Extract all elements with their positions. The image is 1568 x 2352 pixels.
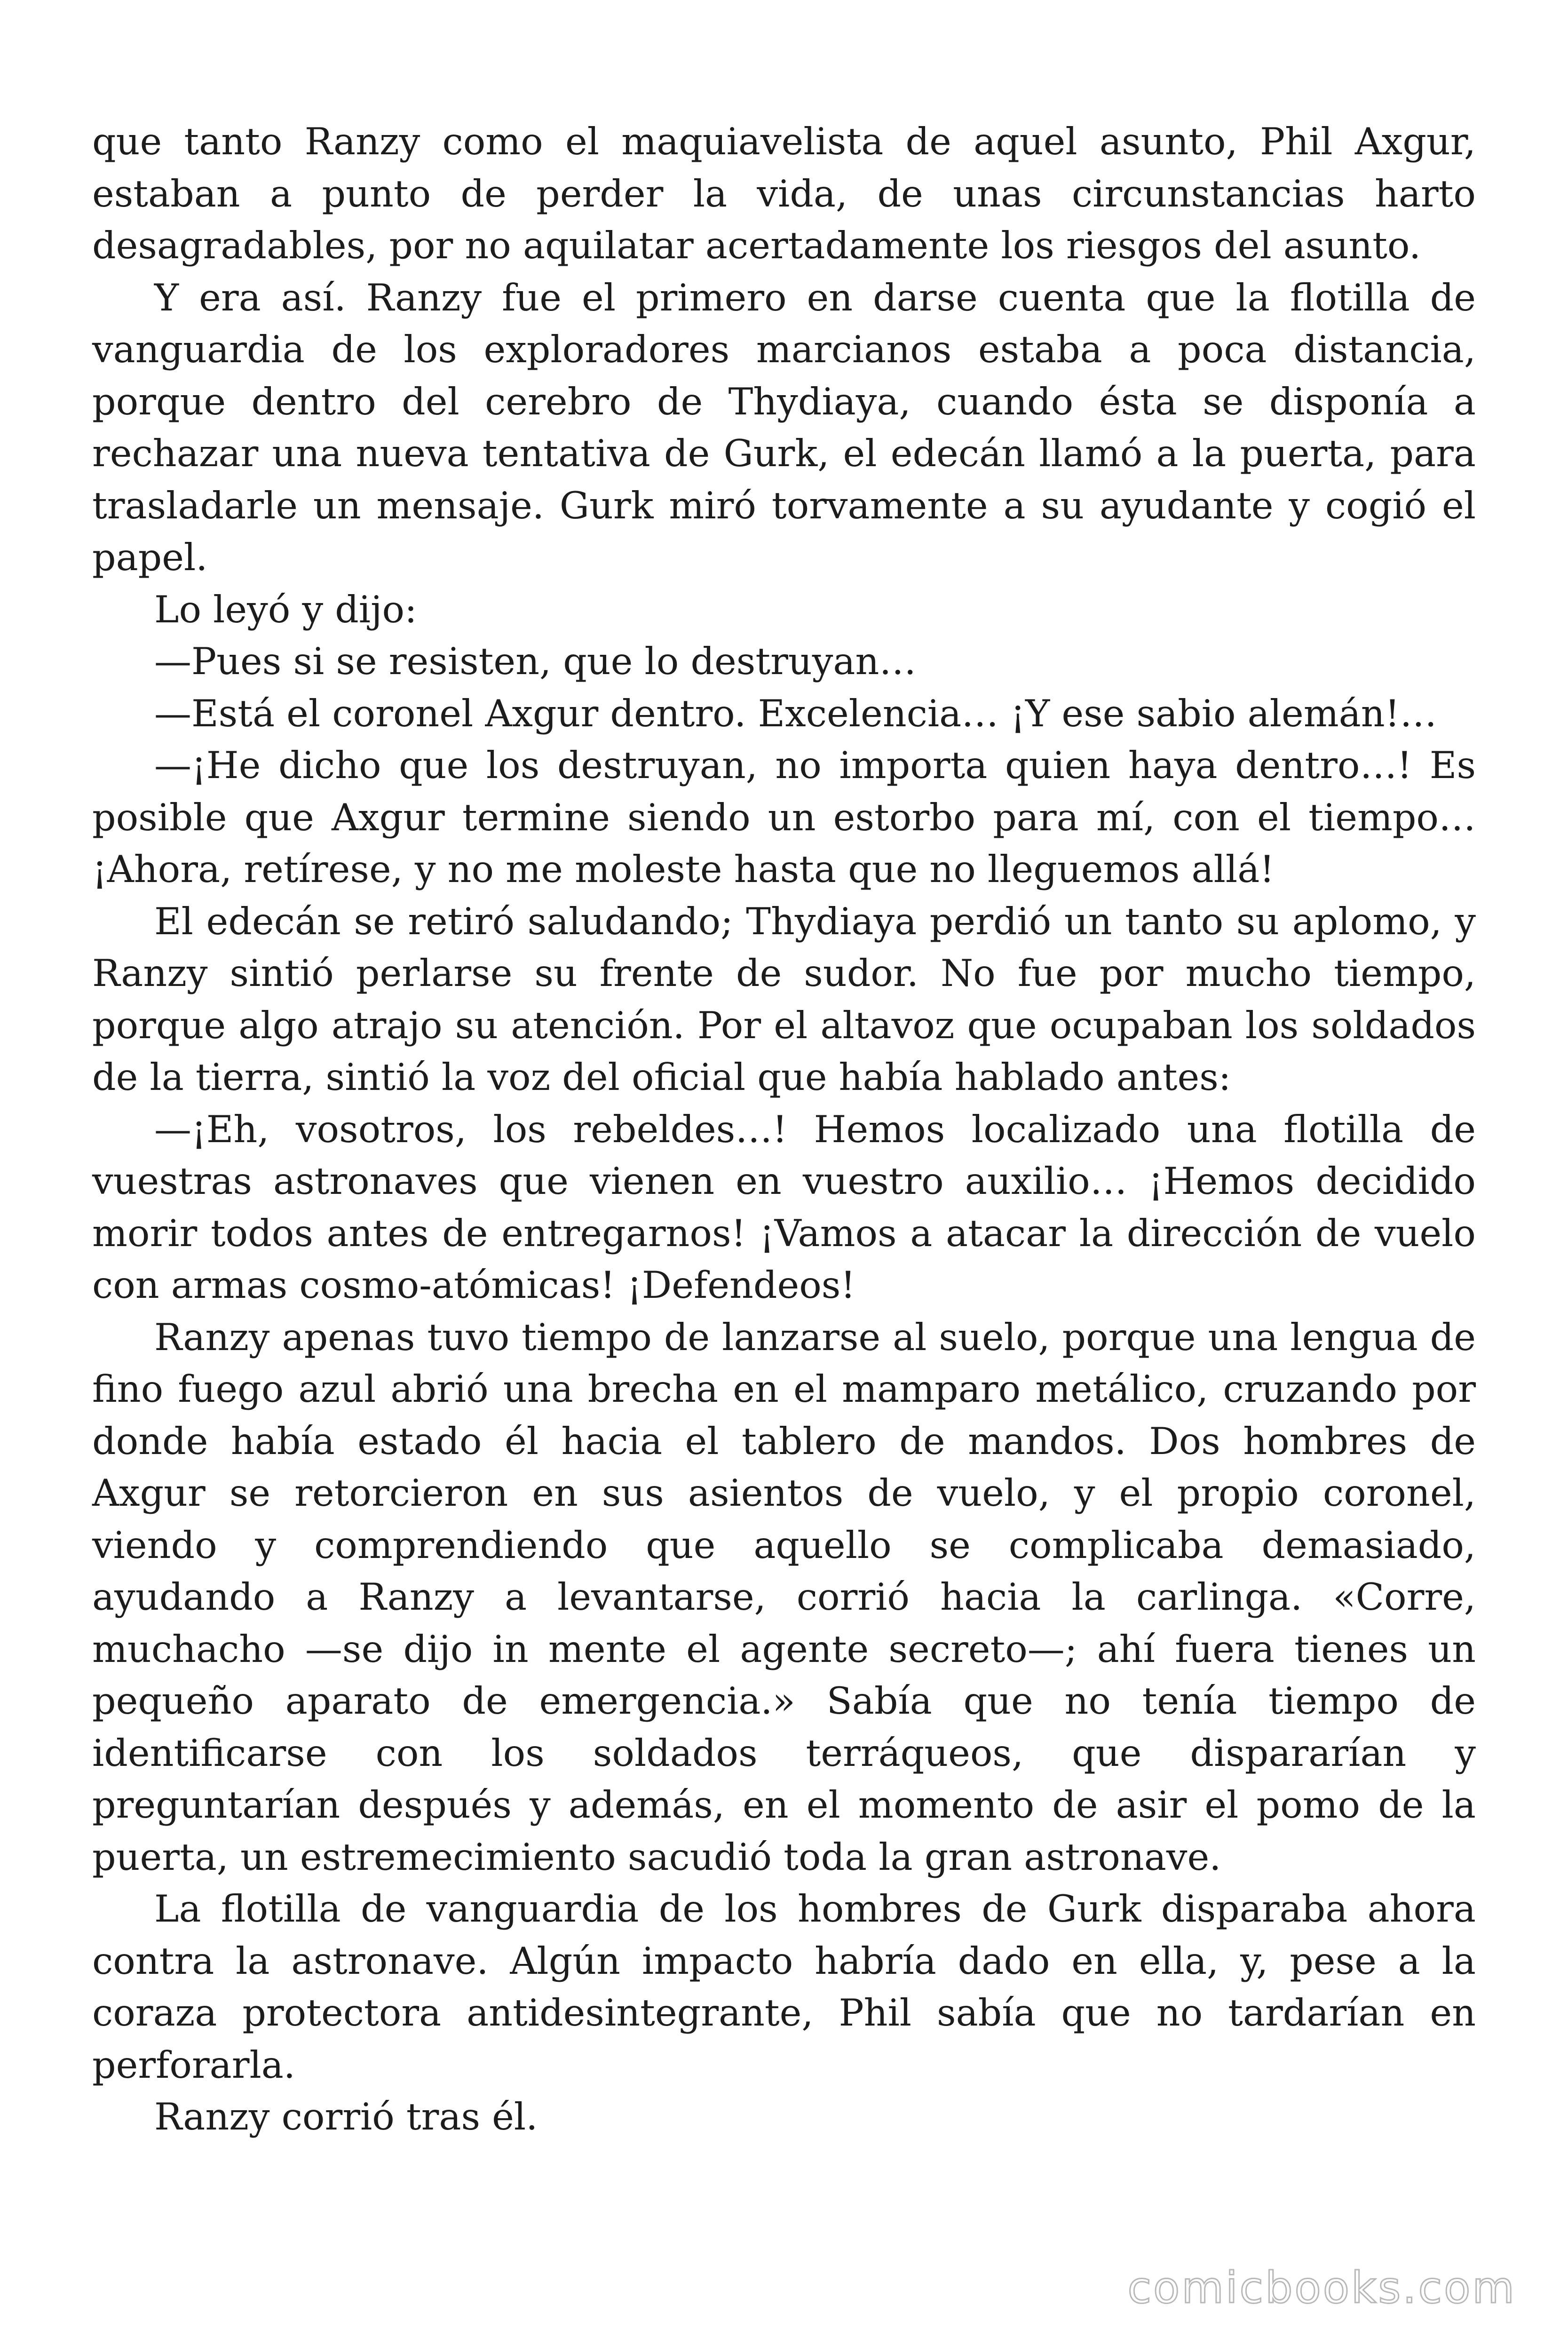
- paragraph-11: Ranzy corrió tras él.: [154, 2095, 538, 2138]
- watermark: comicbooks.com: [1127, 2263, 1516, 2313]
- paragraph-2: Y era así. Ranzy fue el primero en darse cuenta que la flotilla de vanguardia de los exploradores marcianos estaba a poca distancia, porque dentro del cerebro de Thydiaya, cuando ésta se disponía a rechazar una nueva tentativa de Gurk, el edecán llamó a la puerta, para trasladarle un mensaje. Gurk miró torvamente a su ayudante y cogió el papel.: [92, 276, 1476, 579]
- paragraph-9: Ranzy apenas tuvo tiempo de lanzarse al suelo, porque una lengua de fino fuego azul abrió una brecha en el mamparo metálico, cruzando por donde había estado él hacia el tablero de mandos. Dos hombres de Axgur se retorcieron en sus asientos de vuelo, y el propio coronel, viendo y comprendiendo que aquello se complicaba demasiado, ayudando a Ranzy a levantarse, corrió hacia la carlinga. «Corre, muchacho —se dijo in mente el agente secreto—; ahí fuera tienes un pequeño aparato de emergencia.» Sabía que no tenía tiempo de identificarse con los soldados terráqueos, que dispararían y preguntarían después y además, en el momento de asir el pomo de la puerta, un estremecimiento sacudió toda la gran astronave.: [92, 1315, 1476, 1879]
- paragraph-3: Lo leyó y dijo:: [154, 588, 417, 631]
- page-body: [92, 116, 1476, 2143]
- paragraph-6: —¡He dicho que los destruyan, no importa quien haya dentro…! Es posible que Axgur termine siendo un estorbo para mí, con el tiempo… ¡Ahora, retírese, y no me moleste hasta que no lleguemos allá!: [92, 744, 1476, 891]
- paragraph-8: —¡Eh, vosotros, los rebeldes…! Hemos localizado una flotilla de vuestras astronaves que vienen en vuestro auxilio… ¡Hemos decidido morir todos antes de entregarnos! ¡Vamos a atacar la dirección de vuelo con armas cosmo-atómicas! ¡Defendeos!: [92, 1107, 1476, 1307]
- paragraph-10: La flotilla de vanguardia de los hombres de Gurk disparaba ahora contra la astronave. Algún impacto habría dado en ella, y, pese a la coraza protectora antidesintegrante, Phil sabía que no tardarían en perforarla.: [92, 1887, 1476, 2087]
- paragraph-1: que tanto Ranzy como el maquiavelista de aquel asunto, Phil Axgur, estaban a punto de perder la vida, de unas circunstancias harto desagradables, por no aquilatar acertadamente los riesgos del asunto.: [92, 120, 1476, 267]
- paragraph-4: —Pues si se resisten, que lo destruyan…: [154, 640, 917, 683]
- paragraph-5: —Está el coronel Axgur dentro. Excelencia… ¡Y ese sabio alemán!…: [154, 691, 1437, 735]
- paragraph-7: El edecán se retiró saludando; Thydiaya perdió un tanto su aplomo, y Ranzy sintió perlarse su frente de sudor. No fue por mucho tiempo, porque algo atrajo su atención. Por el altavoz que ocupaban los soldados de la tierra, sintió la voz del oficial que había hablado antes:: [92, 899, 1476, 1099]
